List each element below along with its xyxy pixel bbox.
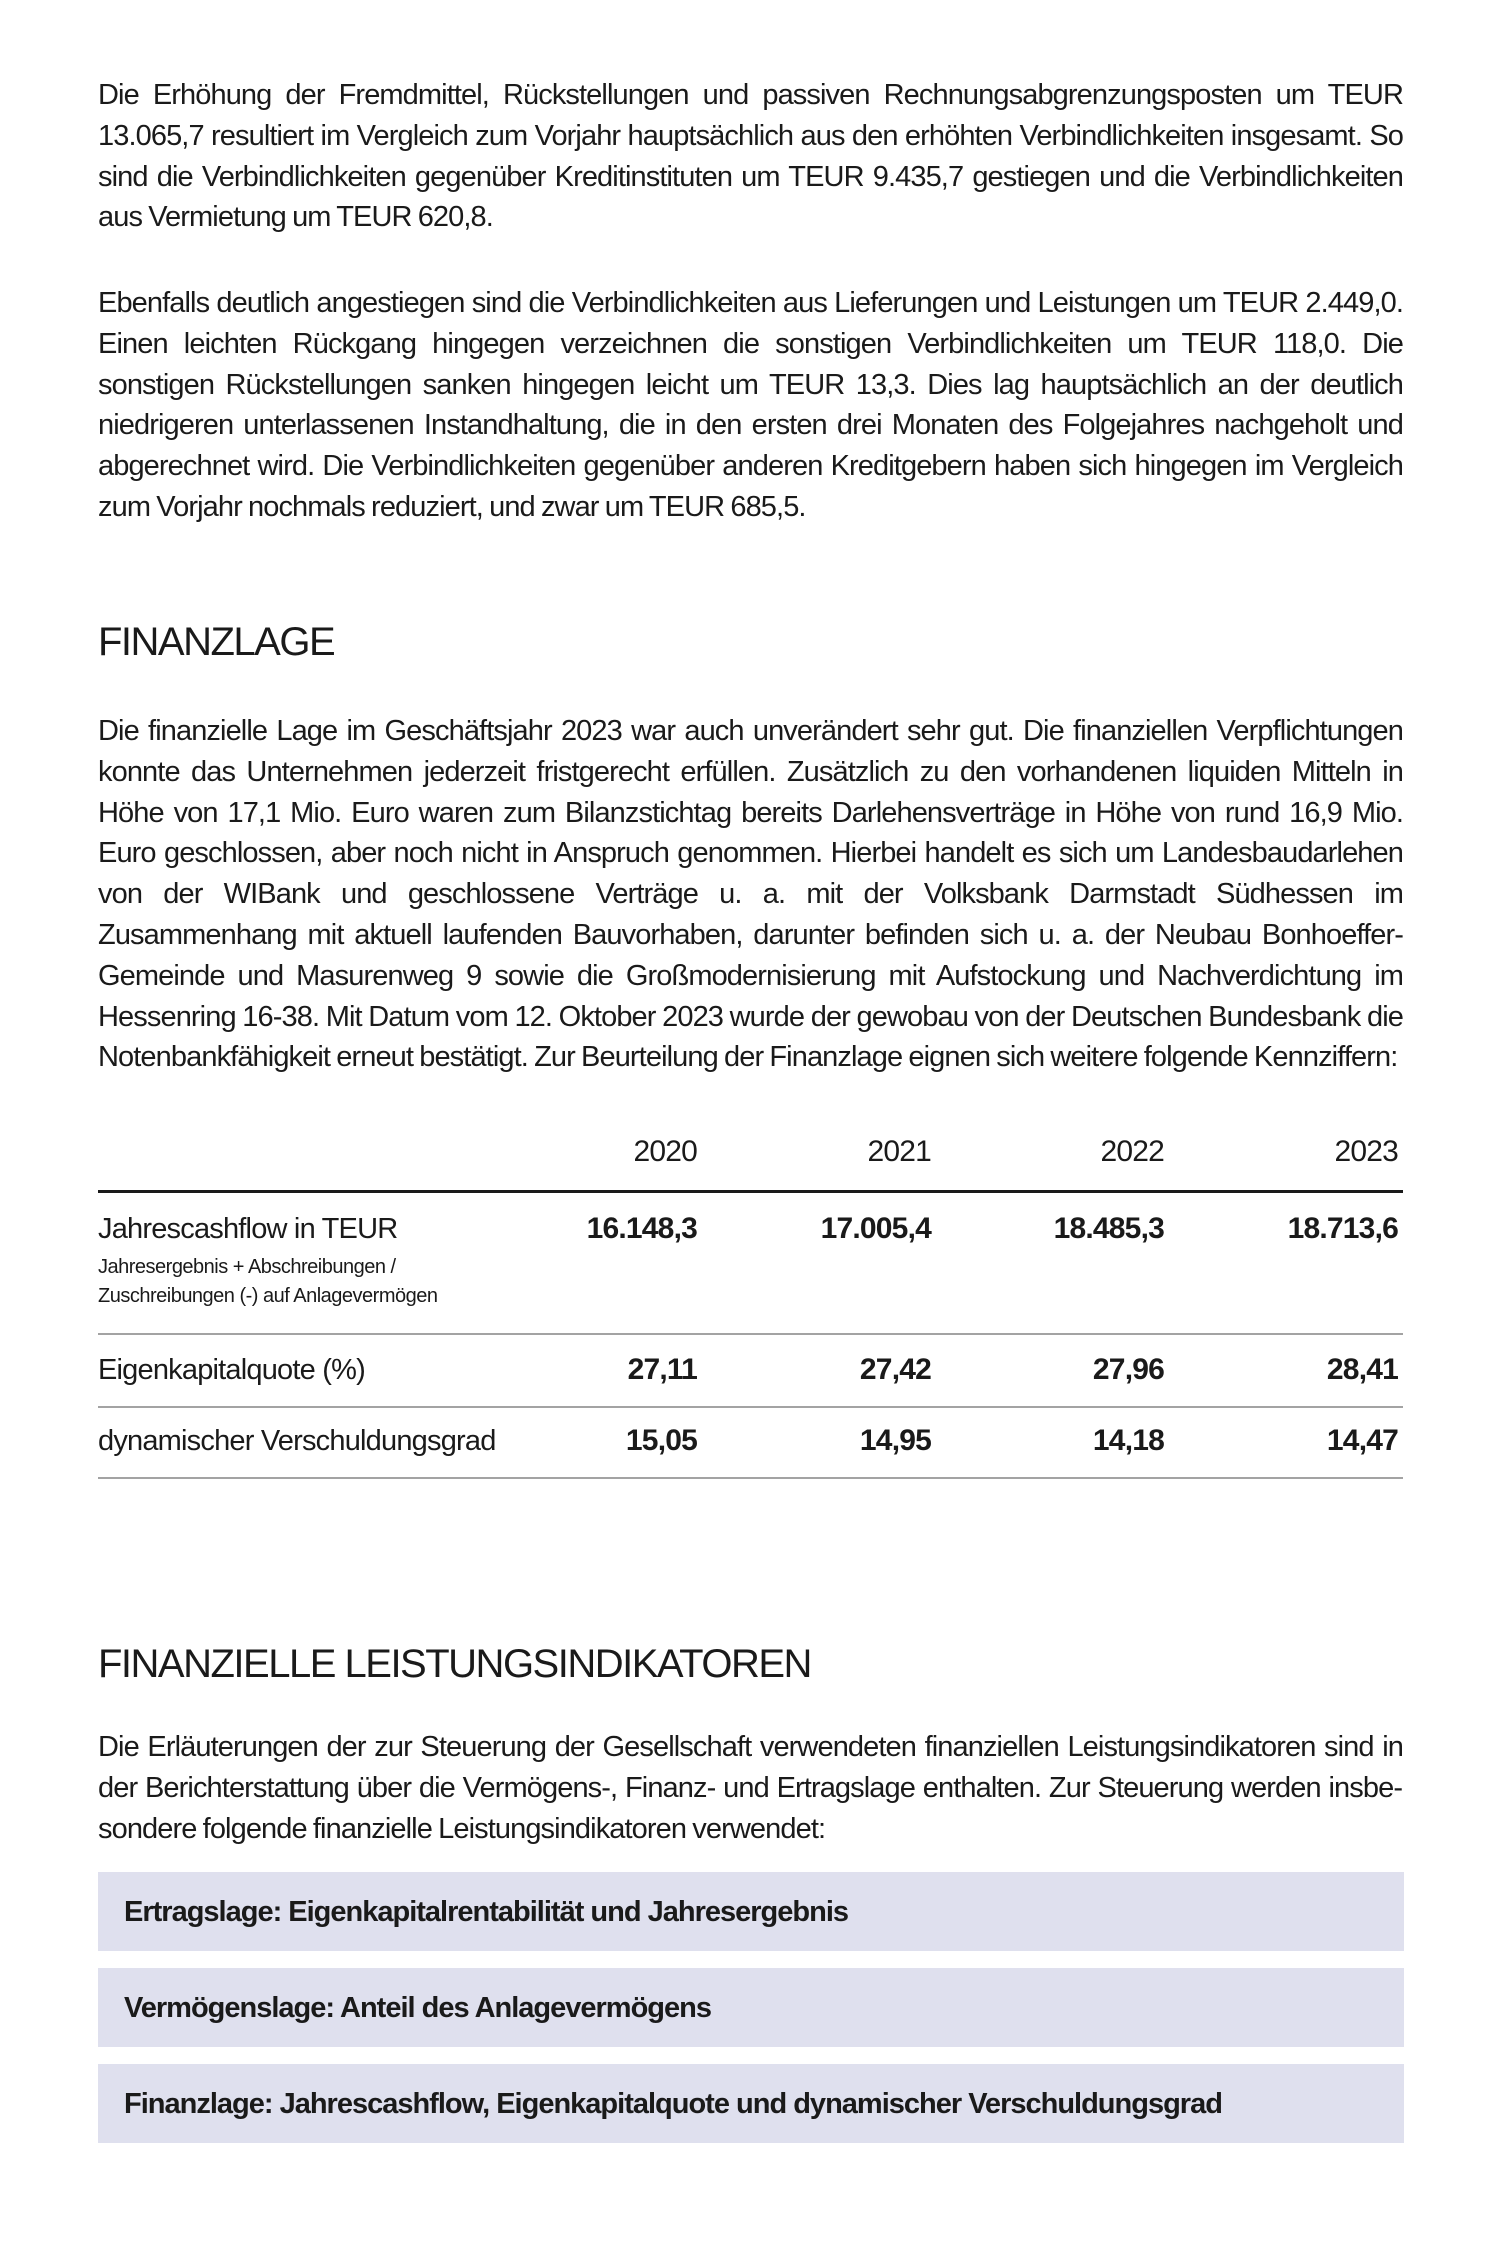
- year-header: 2023: [1334, 1135, 1398, 1168]
- indicator-box-ertragslage: [98, 1872, 1404, 1951]
- cell-value: 17.005,4: [820, 1212, 931, 1245]
- cell-value: 28,41: [1326, 1353, 1398, 1386]
- year-header: 2022: [1100, 1135, 1164, 1168]
- year-header: 2021: [867, 1135, 931, 1168]
- indicator-label: Ertragslage: Eigenkapitalrentabilität und Jahresergebnis: [124, 1896, 848, 1928]
- paragraph-finanzlage: Die finanzielle Lage im Geschäftsjahr 2023 war auch unverändert sehr gut. Die finanziellen Verpflichtungen konnte das Unternehmen jederzeit fristgerecht erfüllen. Zusätzlich zu den vorhandenen liquiden Mitteln in Höhe von 17,1 Mio. Euro waren zum Bilanzstichtag bereits Darlehensverträge in Höhe von rund 16,9 Mio. Euro geschlossen, aber noch nicht in Anspruch genommen. Hierbei handelt es sich um Landesbaudarlehen von der WIBank und geschlossene Verträge u. a. mit der Volksbank Darmstadt Südhessen im Zusammenhang mit aktuell laufenden Bauvorhaben, darunter befinden sich u. a. der Neubau Bonhoeffer-Gemeinde und Masurenweg 9 sowie die Großmodernisierung mit Aufstockung und Nachverdichtung im Hessenring 16-38. Mit Datum vom 12. Oktober 2023 wurde der gewobau von der Deutschen Bundesbank die Notenbankfähigkeit erneut bestätigt. Zur Beurteilung der Finanzlage eignen sich weitere folgende Kennziffern:: [98, 715, 1403, 1074]
- row-sublabel: Jahresergebnis + Abschreibungen /: [98, 1256, 396, 1278]
- indicator-box-vermoegenslage: [98, 1968, 1404, 2047]
- cell-value: 27,11: [627, 1353, 697, 1386]
- table-row-jahrescashflow: [98, 1193, 1403, 1335]
- heading-finanzlage: FINANZLAGE: [98, 620, 335, 664]
- row-label: dynamischer Verschuldungsgrad: [98, 1425, 496, 1457]
- cell-value: 14,18: [1092, 1424, 1164, 1457]
- indicator-box-finanzlage: [98, 2064, 1404, 2143]
- heading-leistungsindikatoren: FINANZIELLE LEISTUNGSINDIKATOREN: [98, 1642, 811, 1686]
- paragraph-verbindlichkeiten: Ebenfalls deutlich angestiegen sind die Verbindlichkeiten aus Lieferungen und Leistungen um TEUR 2.449,0. Einen leichten Rückgang hingegen verzeichnen die sonstigen Verbindlichkeiten um TEUR 118,0. Die sonstigen Rückstellungen sanken hingegen leicht um TEUR 13,3. Dies lag hauptsächlich an der deutlich niedrigeren unterlassenen Instandhaltung, die in den ersten drei Monaten des Folgejahres nachgeholt und abgerechnet wird. Die Verbindlichkeiten gegenüber anderen Kreditgebern haben sich hingegen im Vergleich zum Vorjahr nochmals reduziert, und zwar um TEUR 685,5.: [98, 287, 1403, 523]
- cell-value: 14,95: [859, 1424, 931, 1457]
- cell-value: 18.713,6: [1287, 1212, 1398, 1245]
- kennziffern-table: [98, 1128, 1403, 1479]
- row-label: Jahrescashflow in TEUR: [98, 1213, 398, 1245]
- cell-value: 27,42: [859, 1353, 931, 1386]
- paragraph-leistungsindikatoren: Die Erläuterungen der zur Steuerung der Gesellschaft verwendeten finanziellen Leistungsindikatoren sind in der Berichterstattung über die Vermögens-, Finanz- und Ertragslage enthalten. Zur Steuerung werden insbesondere folgende finanzielle Leistungsindikatoren verwendet:: [98, 1731, 1403, 1845]
- paragraph-fremdmittel: Die Erhöhung der Fremdmittel, Rückstellungen und passiven Rechnungsabgrenzungsposten um TEUR 13.065,7 resultiert im Vergleich zum Vorjahr hauptsächlich aus den erhöhten Verbindlichkeiten insgesamt. So sind die Verbindlichkeiten gegenüber Kreditinstituten um TEUR 9.435,7 gestiegen und die Verbindlichkeiten aus Vermietung um TEUR 620,8.: [98, 79, 1403, 234]
- cell-value: 18.485,3: [1053, 1212, 1164, 1245]
- row-sublabel: Zuschreibungen (-) auf Anlagevermögen: [98, 1285, 438, 1307]
- year-header: 2020: [633, 1135, 697, 1168]
- indicator-label: Finanzlage: Jahrescashflow, Eigenkapitalquote und dynamischer Verschuldungsgrad: [124, 2088, 1222, 2120]
- cell-value: 16.148,3: [586, 1212, 697, 1245]
- cell-value: 14,47: [1326, 1424, 1398, 1457]
- row-label: Eigenkapitalquote (%): [98, 1354, 365, 1386]
- table-row-verschuldungsgrad: [98, 1408, 1403, 1479]
- indicator-label: Vermögenslage: Anteil des Anlagevermögens: [124, 1992, 711, 2024]
- cell-value: 27,96: [1092, 1353, 1164, 1386]
- cell-value: 15,05: [625, 1424, 697, 1457]
- table-header: [98, 1128, 1403, 1193]
- table-row-eigenkapitalquote: [98, 1335, 1403, 1408]
